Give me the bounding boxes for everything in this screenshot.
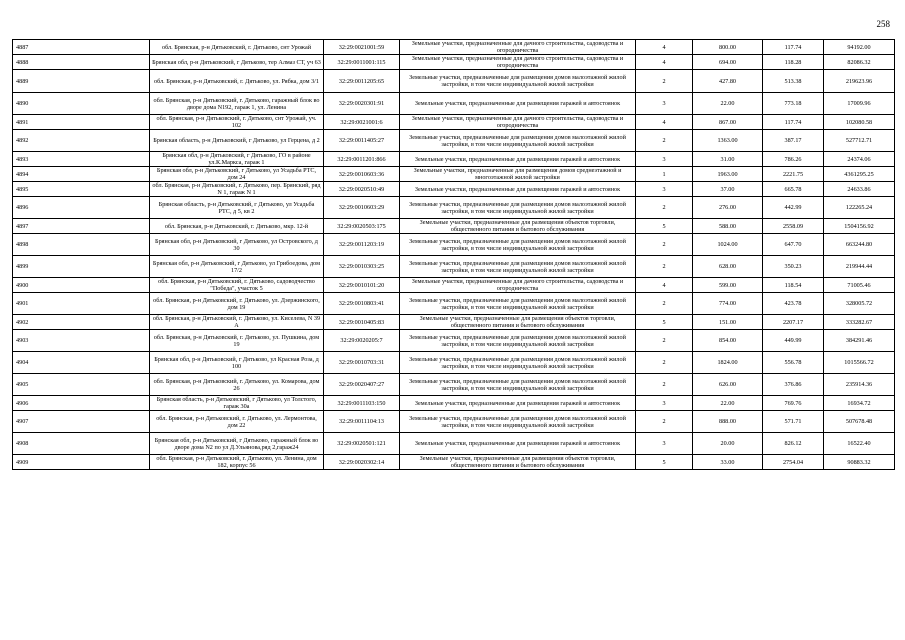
row-number: 4903 bbox=[13, 330, 150, 352]
specific-value-cell: 118.28 bbox=[763, 55, 824, 70]
group-cell: 2 bbox=[636, 234, 693, 256]
table-row bbox=[13, 197, 895, 219]
table-row bbox=[13, 396, 895, 411]
cadastral-number-cell: 32:29:0021001:6 bbox=[324, 115, 400, 130]
group-cell: 3 bbox=[636, 433, 693, 455]
table-row bbox=[13, 352, 895, 374]
cadastral-number-cell: 32:29:0010303:25 bbox=[324, 256, 400, 278]
area-cell: 588.00 bbox=[693, 219, 763, 234]
address-cell: обл. Брянская, р-н Дятьковский, г. Дятьково, ул. Пушкина, дом 19 bbox=[150, 330, 324, 352]
area-cell: 1963.00 bbox=[693, 167, 763, 182]
specific-value-cell: 442.99 bbox=[763, 197, 824, 219]
cadastral-value-cell: 1015566.72 bbox=[824, 352, 895, 374]
row-number: 4892 bbox=[13, 130, 150, 152]
land-use-cell: Земельные участки, предназначенные для размещения гаражей и автостоянок bbox=[400, 152, 636, 167]
cadastral-number-cell: 32:29:0010603:36 bbox=[324, 167, 400, 182]
cadastral-number-cell: 32:29:0010405:83 bbox=[324, 315, 400, 330]
cadastral-number-cell: 32:29:0011001:115 bbox=[324, 55, 400, 70]
address-cell: Брянская обл, р-н Дятьковский, г Дятьково, ул Усадьба РТС, дом 24 bbox=[150, 167, 324, 182]
address-cell: Брянская обл, р-н Дятьковский, г Дятьково, ГО в районе ул.К.Маркса, гараж 1 bbox=[150, 152, 324, 167]
specific-value-cell: 665.78 bbox=[763, 182, 824, 197]
row-number: 4901 bbox=[13, 293, 150, 315]
cadastral-value-cell: 122265.24 bbox=[824, 197, 895, 219]
area-cell: 33.00 bbox=[693, 455, 763, 470]
land-use-cell: Земельные участки, предназначенные для размещения гаражей и автостоянок bbox=[400, 396, 636, 411]
address-cell: обл. Брянская, р-н Дятьковский, г. Дятьково, ул. Лермонтова, дом 22 bbox=[150, 411, 324, 433]
row-number: 4902 bbox=[13, 315, 150, 330]
row-number: 4895 bbox=[13, 182, 150, 197]
group-cell: 2 bbox=[636, 130, 693, 152]
row-number: 4900 bbox=[13, 278, 150, 293]
land-use-cell: Земельные участки, предназначенные для размещения объектов торговли, общественного питания и бытового обслуживания bbox=[400, 315, 636, 330]
specific-value-cell: 350.23 bbox=[763, 256, 824, 278]
cadastral-value-table bbox=[12, 39, 895, 470]
specific-value-cell: 2754.04 bbox=[763, 455, 824, 470]
cadastral-value-cell: 17009.96 bbox=[824, 93, 895, 115]
address-cell: обл. Брянская, р-н Дятьковский, г. Дятьково, гаражный блок во дворе дома N192, гараж 1, ул. Ленина bbox=[150, 93, 324, 115]
cadastral-value-cell: 235914.36 bbox=[824, 374, 895, 396]
table-row bbox=[13, 182, 895, 197]
row-number: 4898 bbox=[13, 234, 150, 256]
row-number: 4897 bbox=[13, 219, 150, 234]
address-cell: Брянская обл, р-н Дятьковский, г Дятьково, гаражный блок во дворе дома N2 по ул Д.Ульянова,ряд 2,гараж24 bbox=[150, 433, 324, 455]
cadastral-value-cell: 384291.46 bbox=[824, 330, 895, 352]
group-cell: 1 bbox=[636, 167, 693, 182]
cadastral-value-cell: 16522.40 bbox=[824, 433, 895, 455]
cadastral-number-cell: 32:29:0020205:7 bbox=[324, 330, 400, 352]
table-row bbox=[13, 152, 895, 167]
specific-value-cell: 387.17 bbox=[763, 130, 824, 152]
land-use-cell: Земельные участки, предназначенные для размещения домов малоэтажной жилой застройки, в том числе индивидуальной жилой застройки bbox=[400, 70, 636, 93]
area-cell: 694.00 bbox=[693, 55, 763, 70]
address-cell: Брянская область, р-н Дятьковский, г Дятьково, ул Усадьба РТС, д 5, кв 2 bbox=[150, 197, 324, 219]
area-cell: 22.00 bbox=[693, 396, 763, 411]
address-cell: Брянская обл, р-н Дятьковский, г Дятьково, ул Грибоедова, дом 17/2 bbox=[150, 256, 324, 278]
area-cell: 800.00 bbox=[693, 40, 763, 55]
cadastral-value-cell: 90883.32 bbox=[824, 455, 895, 470]
area-cell: 867.00 bbox=[693, 115, 763, 130]
address-cell: обл. Брянская, р-н Дятьковский, г. Дятьково, садоводчество "Победа", участок 5 bbox=[150, 278, 324, 293]
cadastral-value-cell: 82086.32 bbox=[824, 55, 895, 70]
group-cell: 5 bbox=[636, 219, 693, 234]
row-number: 4889 bbox=[13, 70, 150, 93]
specific-value-cell: 376.86 bbox=[763, 374, 824, 396]
table-row bbox=[13, 256, 895, 278]
specific-value-cell: 647.70 bbox=[763, 234, 824, 256]
land-use-cell: Земельные участки, предназначенные для дачного строительства, садоводства и огородничества bbox=[400, 278, 636, 293]
table-row bbox=[13, 219, 895, 234]
table-row bbox=[13, 70, 895, 93]
cadastral-number-cell: 32:29:0020407:27 bbox=[324, 374, 400, 396]
address-cell: обл. Брянская, р-н Дятьковский, г. Дятьково, снт Урожай, уч. 102 bbox=[150, 115, 324, 130]
group-cell: 2 bbox=[636, 197, 693, 219]
row-number: 4907 bbox=[13, 411, 150, 433]
address-cell: обл. Брянская, р-н Дятьковский, г. Дятьково, мкр. 12-й bbox=[150, 219, 324, 234]
address-cell: обл. Брянская, р-н Дятьковский, г. Дятьково, снт Урожай bbox=[150, 40, 324, 55]
table-row bbox=[13, 315, 895, 330]
row-number: 4906 bbox=[13, 396, 150, 411]
row-number: 4899 bbox=[13, 256, 150, 278]
row-number: 4888 bbox=[13, 55, 150, 70]
land-use-cell: Земельные участки, предназначенные для размещения домов малоэтажной жилой застройки, в том числе индивидуальной жилой застройки bbox=[400, 256, 636, 278]
cadastral-number-cell: 32:29:0011103:150 bbox=[324, 396, 400, 411]
cadastral-value-cell: 71005.46 bbox=[824, 278, 895, 293]
row-number: 4887 bbox=[13, 40, 150, 55]
area-cell: 888.00 bbox=[693, 411, 763, 433]
area-cell: 774.00 bbox=[693, 293, 763, 315]
row-number: 4896 bbox=[13, 197, 150, 219]
cadastral-value-cell: 333282.67 bbox=[824, 315, 895, 330]
specific-value-cell: 449.99 bbox=[763, 330, 824, 352]
specific-value-cell: 786.26 bbox=[763, 152, 824, 167]
row-number: 4891 bbox=[13, 115, 150, 130]
specific-value-cell: 118.54 bbox=[763, 278, 824, 293]
table-row bbox=[13, 433, 895, 455]
group-cell: 5 bbox=[636, 455, 693, 470]
land-use-cell: Земельные участки, предназначенные для размещения объектов торговли, общественного питания и бытового обслуживания bbox=[400, 219, 636, 234]
cadastral-value-cell: 94192.00 bbox=[824, 40, 895, 55]
land-use-cell: Земельные участки, предназначенные для размещения гаражей и автостоянок bbox=[400, 93, 636, 115]
land-use-cell: Земельные участки, предназначенные для дачного строительства, садоводства и огородничества bbox=[400, 40, 636, 55]
address-cell: обл. Брянская, р-н Дятьковский, г. Дятьково, ул. Рябка, дом 3/1 bbox=[150, 70, 324, 93]
page-number: 258 bbox=[876, 19, 890, 29]
group-cell: 2 bbox=[636, 352, 693, 374]
table-row bbox=[13, 55, 895, 70]
land-use-cell: Земельные участки, предназначенные для размещения домов малоэтажной жилой застройки, в том числе индивидуальной жилой застройки bbox=[400, 130, 636, 152]
cadastral-value-cell: 219944.44 bbox=[824, 256, 895, 278]
specific-value-cell: 2207.17 bbox=[763, 315, 824, 330]
address-cell: обл. Брянская, р-н Дятьковский, г. Дятьково, ул. Дзержинского, дом 19 bbox=[150, 293, 324, 315]
cadastral-number-cell: 32:29:0020503:175 bbox=[324, 219, 400, 234]
address-cell: Брянская область, р-н Дятьковский, г Дятьково, ул Герцена, д 2 bbox=[150, 130, 324, 152]
table-row bbox=[13, 40, 895, 55]
cadastral-number-cell: 32:29:0010101:20 bbox=[324, 278, 400, 293]
cadastral-value-cell: 24374.06 bbox=[824, 152, 895, 167]
area-cell: 151.00 bbox=[693, 315, 763, 330]
group-cell: 4 bbox=[636, 278, 693, 293]
area-cell: 1363.00 bbox=[693, 130, 763, 152]
address-cell: Брянская обл, р-н Дятьковский, г Дятьково, ул Островского, д 30 bbox=[150, 234, 324, 256]
specific-value-cell: 423.78 bbox=[763, 293, 824, 315]
group-cell: 2 bbox=[636, 330, 693, 352]
cadastral-number-cell: 32:29:0010803:41 bbox=[324, 293, 400, 315]
row-number: 4909 bbox=[13, 455, 150, 470]
table-row bbox=[13, 130, 895, 152]
table-row bbox=[13, 455, 895, 470]
area-cell: 427.80 bbox=[693, 70, 763, 93]
cadastral-number-cell: 32:29:0011104:13 bbox=[324, 411, 400, 433]
area-cell: 599.00 bbox=[693, 278, 763, 293]
area-cell: 22.00 bbox=[693, 93, 763, 115]
address-cell: Брянская обл, р-н Дятьковский, г Дятьково, ул Красная Роза, д 100 bbox=[150, 352, 324, 374]
cadastral-value-cell: 1504156.92 bbox=[824, 219, 895, 234]
address-cell: обл. Брянская, р-н Дятьковский, г. Дятьково, ул. Ленина, дом 182, корпус 56 bbox=[150, 455, 324, 470]
specific-value-cell: 556.78 bbox=[763, 352, 824, 374]
specific-value-cell: 773.18 bbox=[763, 93, 824, 115]
table-row bbox=[13, 374, 895, 396]
specific-value-cell: 571.71 bbox=[763, 411, 824, 433]
cadastral-number-cell: 32:29:0020501:121 bbox=[324, 433, 400, 455]
land-use-cell: Земельные участки, предназначенные для размещения домов малоэтажной жилой застройки, в том числе индивидуальной жилой застройки bbox=[400, 374, 636, 396]
cadastral-value-cell: 527712.71 bbox=[824, 130, 895, 152]
table-row bbox=[13, 115, 895, 130]
table-row bbox=[13, 411, 895, 433]
land-use-cell: Земельные участки, предназначенные для дачного строительства, садоводства и огородничества bbox=[400, 55, 636, 70]
specific-value-cell: 117.74 bbox=[763, 115, 824, 130]
group-cell: 3 bbox=[636, 396, 693, 411]
cadastral-number-cell: 32:29:0020510:49 bbox=[324, 182, 400, 197]
group-cell: 2 bbox=[636, 70, 693, 93]
group-cell: 4 bbox=[636, 115, 693, 130]
land-use-cell: Земельные участки, предназначенные для размещения домов малоэтажной жилой застройки, в том числе индивидуальной жилой застройки bbox=[400, 411, 636, 433]
address-cell: обл. Брянская, р-н Дятьковский, г. Дятьково, ул. Киселева, N 39 А bbox=[150, 315, 324, 330]
land-use-cell: Земельные участки, предназначенные для размещения домов малоэтажной жилой застройки, в том числе индивидуальной жилой застройки bbox=[400, 352, 636, 374]
row-number: 4908 bbox=[13, 433, 150, 455]
land-use-cell: Земельные участки, предназначенные для размещения объектов торговли, общественного питания и бытового обслуживания bbox=[400, 455, 636, 470]
address-cell: Брянская область, р-н Дятьковский, г Дятьково, ул Толстого, гараж 30а bbox=[150, 396, 324, 411]
land-use-cell: Земельные участки, предназначенные для размещения домов малоэтажной жилой застройки, в том числе индивидуальной жилой застройки bbox=[400, 330, 636, 352]
address-cell: обл. Брянская, р-н Дятьковский, г. Дятьково, пер. Брянский, ряд N 1, гараж N 1 bbox=[150, 182, 324, 197]
table-row bbox=[13, 293, 895, 315]
group-cell: 4 bbox=[636, 55, 693, 70]
specific-value-cell: 2558.09 bbox=[763, 219, 824, 234]
area-cell: 1824.00 bbox=[693, 352, 763, 374]
land-use-cell: Земельные участки, предназначенные для размещения домов малоэтажной жилой застройки, в том числе индивидуальной жилой застройки bbox=[400, 293, 636, 315]
table-row bbox=[13, 330, 895, 352]
address-cell: Брянская обл, р-н Дятьковский, г Дятьково, тер Алмаз СТ, уч 63 bbox=[150, 55, 324, 70]
cadastral-value-cell: 24633.86 bbox=[824, 182, 895, 197]
cadastral-number-cell: 32:29:0021001:59 bbox=[324, 40, 400, 55]
group-cell: 3 bbox=[636, 182, 693, 197]
row-number: 4894 bbox=[13, 167, 150, 182]
area-cell: 1024.00 bbox=[693, 234, 763, 256]
land-use-cell: Земельные участки, предназначенные для размещения домов малоэтажной жилой застройки, в том числе индивидуальной жилой застройки bbox=[400, 197, 636, 219]
cadastral-number-cell: 32:29:0011203:19 bbox=[324, 234, 400, 256]
area-cell: 276.00 bbox=[693, 197, 763, 219]
group-cell: 2 bbox=[636, 411, 693, 433]
area-cell: 854.00 bbox=[693, 330, 763, 352]
cadastral-number-cell: 32:29:0010703:31 bbox=[324, 352, 400, 374]
cadastral-number-cell: 32:29:0020302:14 bbox=[324, 455, 400, 470]
cadastral-value-cell: 328005.72 bbox=[824, 293, 895, 315]
cadastral-value-cell: 219623.96 bbox=[824, 70, 895, 93]
table-row bbox=[13, 278, 895, 293]
group-cell: 2 bbox=[636, 256, 693, 278]
land-use-cell: Земельные участки, предназначенные для размещения гаражей и автостоянок bbox=[400, 182, 636, 197]
land-use-cell: Земельные участки, предназначенные для дачного строительства, садоводства и огородничества bbox=[400, 115, 636, 130]
cadastral-number-cell: 32:29:0011201:866 bbox=[324, 152, 400, 167]
area-cell: 628.00 bbox=[693, 256, 763, 278]
land-use-cell: Земельные участки, предназначенные для размещения домов малоэтажной жилой застройки, в том числе индивидуальной жилой застройки bbox=[400, 234, 636, 256]
cadastral-number-cell: 32:29:0011205:65 bbox=[324, 70, 400, 93]
area-cell: 37.00 bbox=[693, 182, 763, 197]
specific-value-cell: 2221.75 bbox=[763, 167, 824, 182]
group-cell: 4 bbox=[636, 40, 693, 55]
address-cell: обл. Брянская, р-н Дятьковский, г. Дятьково, ул. Комарова, дом 26 bbox=[150, 374, 324, 396]
cadastral-value-cell: 16934.72 bbox=[824, 396, 895, 411]
row-number: 4893 bbox=[13, 152, 150, 167]
specific-value-cell: 826.12 bbox=[763, 433, 824, 455]
area-cell: 20.00 bbox=[693, 433, 763, 455]
table-row bbox=[13, 93, 895, 115]
group-cell: 2 bbox=[636, 374, 693, 396]
cadastral-number-cell: 32:29:0010603:29 bbox=[324, 197, 400, 219]
table-row bbox=[13, 234, 895, 256]
cadastral-number-cell: 32:29:0011405:27 bbox=[324, 130, 400, 152]
land-use-cell: Земельные участки, предназначенные для размещения домов среднеэтажной и многоэтажной жилой застройки bbox=[400, 167, 636, 182]
table-body bbox=[13, 40, 895, 470]
area-cell: 626.00 bbox=[693, 374, 763, 396]
land-use-cell: Земельные участки, предназначенные для размещения гаражей и автостоянок bbox=[400, 433, 636, 455]
row-number: 4890 bbox=[13, 93, 150, 115]
area-cell: 31.00 bbox=[693, 152, 763, 167]
specific-value-cell: 117.74 bbox=[763, 40, 824, 55]
cadastral-value-cell: 507678.48 bbox=[824, 411, 895, 433]
specific-value-cell: 513.38 bbox=[763, 70, 824, 93]
cadastral-value-cell: 102080.58 bbox=[824, 115, 895, 130]
group-cell: 3 bbox=[636, 93, 693, 115]
row-number: 4905 bbox=[13, 374, 150, 396]
table-row bbox=[13, 167, 895, 182]
group-cell: 2 bbox=[636, 293, 693, 315]
specific-value-cell: 769.76 bbox=[763, 396, 824, 411]
group-cell: 3 bbox=[636, 152, 693, 167]
cadastral-value-cell: 663244.80 bbox=[824, 234, 895, 256]
cadastral-number-cell: 32:29:0020301:91 bbox=[324, 93, 400, 115]
cadastral-value-cell: 4361295.25 bbox=[824, 167, 895, 182]
row-number: 4904 bbox=[13, 352, 150, 374]
group-cell: 5 bbox=[636, 315, 693, 330]
